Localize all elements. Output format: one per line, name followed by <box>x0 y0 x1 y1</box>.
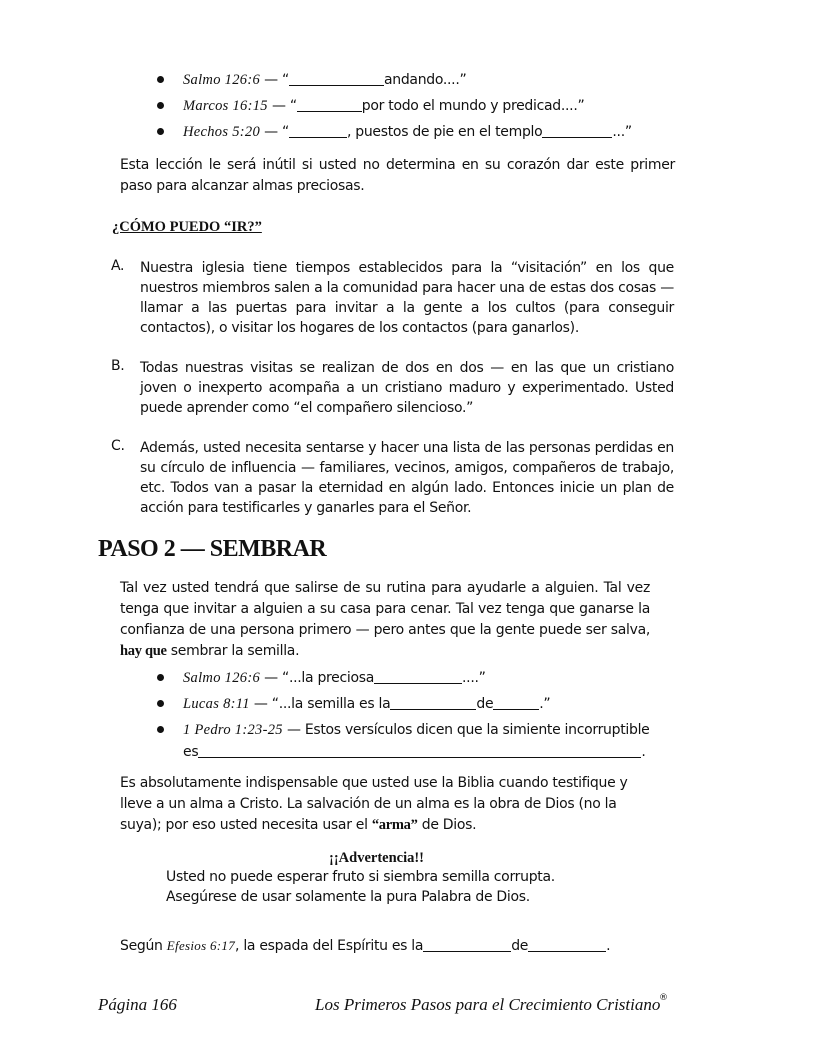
verse-ref: 1 Pedro 1:23-25 <box>183 722 283 738</box>
bullet-icon <box>157 128 164 135</box>
bullet-icon <box>157 102 164 109</box>
bible-paragraph: Es absolutamente indispensable que usted use la Biblia cuando testifique y lleve a un alma a Cristo. La salvación de un alma es la obra de Dios (no la suya); por eso usted necesita usar el “arma” de Dios. <box>120 775 628 833</box>
intro-paragraph: Esta lección le será inútil si usted no determina en su corazón dar este primer paso para alcanzar almas preciosas. <box>120 157 675 194</box>
fill-blank <box>493 695 539 710</box>
fill-blank <box>423 937 511 952</box>
paso-paragraph: Tal vez usted tendrá que salirse de su rutina para ayudarle a alguien. Tal vez tenga que invitar a alguien a su casa para cenar. Tal vez tenga que ganarse la confianza de una persona primero — pero antes que la gente puede ser salva, hay que sembrar la semilla. <box>120 580 650 659</box>
fill-blank <box>198 743 641 758</box>
book-title: Los Primeros Pasos para el Crecimiento Cristiano <box>315 995 661 1014</box>
fill-blank <box>289 123 347 138</box>
verse-ref: Salmo 126:6 <box>183 72 261 88</box>
bold-text: “arma” <box>371 817 418 833</box>
section-heading: ¿CÓMO PUEDO “IR?” <box>112 219 262 235</box>
verse-ref: Lucas 8:11 <box>183 696 250 712</box>
list-item <box>111 258 674 338</box>
bold-text: hay que <box>120 643 167 659</box>
bullet-icon <box>157 726 164 733</box>
bullet-icon <box>157 700 164 707</box>
verse-ref: Marcos 16:15 <box>183 98 268 114</box>
paso-bullet-list <box>183 668 663 764</box>
final-line: Según Efesios 6:17, la espada del Espíritu es la de . <box>120 938 611 954</box>
list-item: Salmo 126:6 — “ andando....” <box>183 70 743 92</box>
item-letter: C. <box>111 438 125 454</box>
bullet-icon <box>157 674 164 681</box>
warning-title: ¡¡Advertencia!! <box>329 850 425 866</box>
list-item: Marcos 16:15 — “ por todo el mundo y predicad....” <box>183 96 743 118</box>
item-text: Nuestra iglesia tiene tiempos establecidos para la “visitación” en los que nuestros miembros salen a la comunidad para hacer una de estas dos cosas — llamar a las puertas para invitar a la gente a los cultos (para conseguir contactos), o visitar los hogares de los contactos (para ganarlos). <box>140 260 674 336</box>
verse-ref: Salmo 126:6 <box>183 670 261 686</box>
item-text: Todas nuestras visitas se realizan de dos en dos — en las que un cristiano joven o inexperto acompaña a un cristiano maduro y experimentado. Usted puede aprender como “el compañero silencioso.” <box>140 360 674 416</box>
verse-ref: Hechos 5:20 <box>183 124 260 140</box>
warning-line: Asegúrese de usar solamente la pura Palabra de Dios. <box>166 889 530 905</box>
item-letter: A. <box>111 258 125 274</box>
verse-ref: Efesios 6:17 <box>166 938 236 953</box>
list-item <box>111 358 674 418</box>
fill-blank <box>528 937 606 952</box>
fill-blank <box>390 695 476 710</box>
bullet-icon <box>157 76 164 83</box>
fill-blank <box>289 71 384 86</box>
list-item: Salmo 126:6 — “...la preciosa ....” <box>183 668 663 690</box>
item-text: Además, usted necesita sentarse y hacer una lista de las personas perdidas en su círculo de influencia — familiares, vecinos, amigos, compañeros de trabajo, etc. Todos van a pasar la eternidad en algún lado. Entonces inicie un plan de acción para testificarles y ganarles para el Señor. <box>140 440 674 516</box>
registered-mark: ® <box>659 993 668 1003</box>
list-item <box>111 438 674 518</box>
warning-line: Usted no puede esperar fruto si siembra semilla corrupta. <box>166 869 555 885</box>
list-item: Lucas 8:11 — “...la semilla es la de .” <box>183 694 663 716</box>
page-number: Página 166 <box>98 995 177 1014</box>
fill-blank <box>542 123 612 138</box>
top-bullet-list <box>183 70 743 144</box>
fill-blank <box>297 97 362 112</box>
list-item: 1 Pedro 1:23-25 — Estos versículos dicen que la simiente incorruptible <box>183 720 663 742</box>
list-item: Hechos 5:20 — “ , puestos de pie en el templo ...” <box>183 122 743 144</box>
lettered-list <box>111 258 674 518</box>
fill-blank <box>374 669 462 684</box>
item-letter: B. <box>111 358 125 374</box>
paso-title: PASO 2 — SEMBRAR <box>98 536 327 562</box>
list-item-continuation: es . <box>183 744 646 760</box>
